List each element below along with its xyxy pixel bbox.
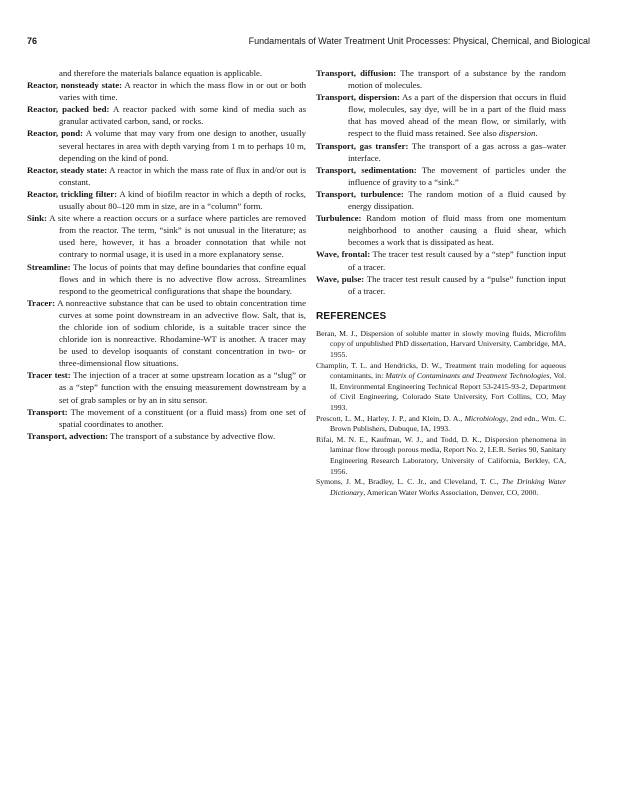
reference-text: Symons, J. M., Bradley, L. C. Jr., and Cleveland, T. C.,: [316, 477, 503, 487]
glossary-definition: The transport of a gas across a gas–water interface.: [348, 140, 566, 163]
glossary-entry: [27, 406, 306, 430]
continuation-text: and therefore the materials balance equation is applicable.: [59, 68, 263, 78]
glossary-definition: The movement of a constituent (or a fluid mass) from one set of spatial coordinates to another.: [59, 406, 306, 429]
glossary-definition: The random motion of a fluid caused by energy dissipation.: [348, 188, 566, 212]
reference-details: , Vol. II, Environmental Engineering Technical Report 53-2415-93-2, Department of Civil Engineering, Colorado State University, Fort Collins, CO, May 1993.: [330, 371, 566, 413]
glossary-term: Transport:: [27, 406, 68, 417]
glossary-entry: [27, 164, 306, 188]
running-head: [27, 36, 590, 50]
glossary-definition: The injection of a tracer at some upstream location as a “slug” or as a “step” function with the ensuing measurement downstream by a set of grab samples or by an in situ sensor.: [59, 370, 306, 405]
glossary-term: Tracer test:: [27, 370, 71, 381]
glossary-term: Transport, diffusion:: [316, 68, 397, 78]
glossary-entry: [316, 91, 566, 139]
glossary-term: Streamline:: [27, 261, 71, 272]
glossary-term: Transport, dispersion:: [316, 92, 400, 103]
glossary-entry: [27, 103, 306, 127]
reference-item: [316, 435, 566, 477]
reference-title: Microbiology: [464, 413, 507, 423]
glossary-definition: The locus of points that may define boundaries that confine equal flows and in which there is no advective flow across. Streamlines respond to the geometrical configurations that shape the boundary.: [59, 261, 306, 296]
glossary-entry: [27, 297, 306, 370]
glossary-entry: [27, 430, 306, 442]
glossary-definition: The transport of a substance by advective flow.: [108, 430, 276, 441]
references-heading: REFERENCES: [316, 310, 387, 322]
reference-text: Beran, M. J., Dispersion of soluble matter in slowly moving fluids, Microfilm copy of unpublished PhD dissertation, Harvard University, Cambridge, MA, 1955.: [316, 328, 566, 360]
references-list: [316, 329, 566, 499]
glossary-definition: The tracer test result caused by a “step” function input of a tracer.: [348, 249, 566, 272]
glossary-term: Transport, sedimentation:: [316, 164, 417, 175]
reference-text: Prescott, L. M., Harley, J. P., and Klein, D. A.,: [316, 413, 465, 423]
glossary-definition: A site where a reaction occurs or a surface where particles are removed from the reactor. The term, “sink” is not unusual in the literature; as used here, however, it has a broader connotation that while not contrary to normal usage, it is used in a more explanatory sense.: [46, 213, 306, 260]
right-glossary-list: [316, 67, 566, 297]
glossary-entry: [27, 79, 306, 103]
glossary-entry: [316, 188, 566, 212]
reference-item: [316, 329, 566, 361]
glossary-definition: The tracer test result caused by a “pulse” function input of a tracer.: [348, 273, 566, 296]
glossary-term: Wave, pulse:: [316, 273, 365, 284]
glossary-term: Reactor, packed bed:: [27, 104, 110, 115]
reference-text: Champlin, T. L. and Hendricks, D. W., Treatment train modeling for aqueous contaminants, in:: [316, 360, 566, 381]
glossary-definition: A reactor packed with some kind of media such as granular activated carbon, sand, or rocks.: [59, 104, 306, 127]
glossary-definition: A kind of biofilm reactor in which a depth of rocks, usually about 80–120 mm in size, are in a “column” form.: [59, 188, 306, 212]
reference-details: , 2nd edn., Wm. C. Brown Publishers, Dubuque, IA, 1993.: [330, 413, 566, 434]
glossary-definition: A reactor in which the mass rate of flux in and/or out is constant.: [59, 164, 306, 187]
glossary-entry: [316, 248, 566, 272]
page-number: 76: [27, 36, 38, 46]
glossary-entry: [27, 369, 306, 405]
glossary-term: Turbulence:: [316, 213, 362, 224]
glossary-definition: The movement of particles under the influence of gravity to a “sink.”: [348, 164, 567, 187]
glossary-definition: A volume that may vary from one design to another, usually several hectares in area with depth varying from 1 m to perhaps 10 m, depending on the kind of pond.: [59, 128, 307, 163]
glossary-entry: [27, 261, 306, 297]
glossary-entry: [316, 212, 566, 248]
glossary-entry: [316, 140, 566, 164]
glossary-cross-reference: dispersion: [498, 128, 536, 139]
reference-item: [316, 477, 566, 498]
glossary-term: Reactor, steady state:: [27, 164, 108, 175]
glossary-entry: [316, 67, 566, 91]
glossary-entry: [27, 127, 306, 163]
left-glossary-list: [27, 79, 306, 442]
glossary-term: Sink:: [27, 213, 47, 224]
glossary-definition: A nonreactive substance that can be used to obtain concentration time curves at some point downstream in an advective flow. Salt, that is, the chloride ion of sodium chloride, is a suitable tracer since the chloride ion is nonreactive. Rhodamine-WT is another. A tracer may be used to develop isoquants of constant concentration in two- or three-dimensional flow situations.: [55, 297, 306, 369]
glossary-definition: The transport of a substance by the random motion of molecules.: [348, 68, 566, 91]
glossary-term: Tracer:: [27, 297, 56, 308]
glossary-definition: As a part of the dispersion that occurs in fluid flow, molecules, say dye, will be in a part of the fluid mass that has moved ahead of the mean flow, or similarly, with respect to the fluid mass retained. See also: [348, 92, 566, 139]
glossary-term: Transport, advection:: [27, 430, 109, 441]
glossary-term: Transport, turbulence:: [316, 188, 404, 199]
reference-item: [316, 361, 566, 414]
reference-details: , American Water Works Association, Denver, CO, 2000.: [363, 487, 539, 497]
right-column: [316, 67, 566, 498]
glossary-term: Reactor, pond:: [27, 128, 84, 139]
glossary-entry: [316, 164, 566, 188]
left-column: [27, 67, 306, 442]
glossary-term: Reactor, trickling filter:: [27, 188, 118, 199]
reference-title: The Drinking Water Dictionary: [330, 477, 566, 497]
reference-title: Matrix of Contaminants and Treatment Technologies: [385, 371, 550, 381]
reference-item: [316, 414, 566, 435]
glossary-definition: A reactor in which the mass flow in or out or both varies with time.: [59, 80, 306, 103]
glossary-entry: [27, 212, 306, 260]
glossary-definition-end: .: [535, 128, 538, 139]
glossary-entry: [316, 273, 566, 297]
glossary-term: Transport, gas transfer:: [316, 140, 409, 151]
reference-text: Rifai, M. N. E., Kaufman, W. J., and Todd, D. K., Dispersion phenomena in laminar flow through porous media, Report No. 2, I.E.R. Series 90, Sanitary Engineering Research Laboratory, University of California, Berkley, CA, 1956.: [316, 434, 566, 476]
glossary-term: Reactor, nonsteady state:: [27, 80, 122, 91]
glossary-definition: Random motion of fluid mass from one momentum neighborhood to another causing a fluid shear, which becomes a work that is dissipated as heat.: [348, 213, 566, 248]
glossary-term: Wave, frontal:: [316, 249, 371, 260]
running-title: Fundamentals of Water Treatment Unit Processes: Physical, Chemical, and Biological: [248, 36, 590, 46]
glossary-entry: [27, 188, 306, 212]
